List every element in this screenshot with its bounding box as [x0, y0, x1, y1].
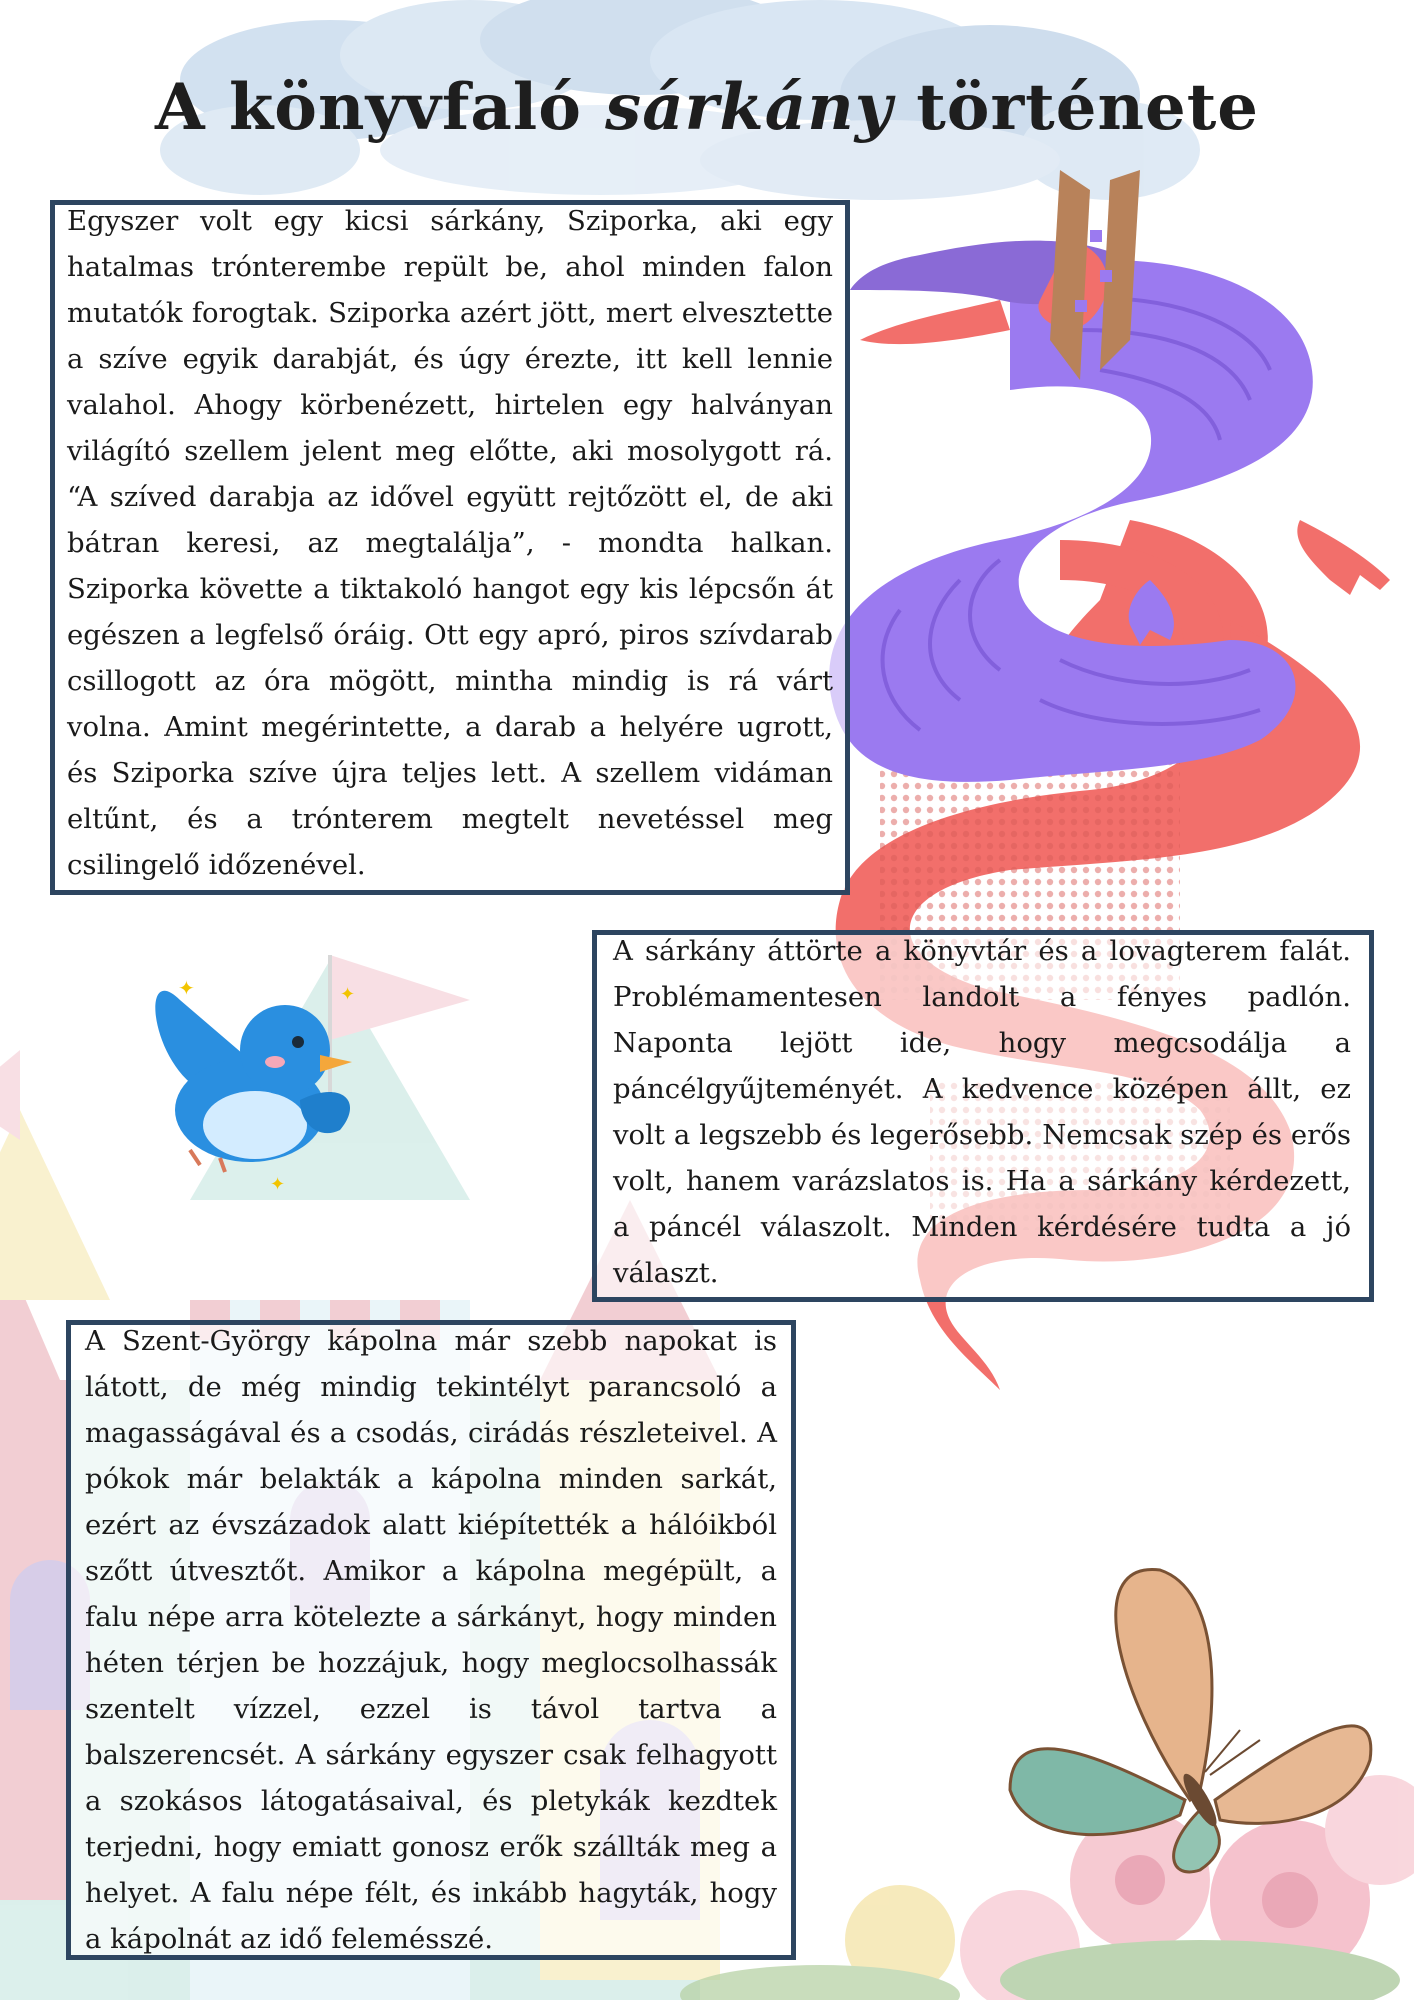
svg-text:✦: ✦ [178, 976, 195, 1000]
title-part-3: története [916, 70, 1259, 145]
story-box-chapel [66, 1320, 796, 1960]
title-part-2-emphasized: sárkány [605, 70, 893, 145]
title-part-1: A könyvfaló [155, 70, 582, 145]
story-paragraph-3: A Szent-György kápolna már szebb napokat is látott, de még mindig tekintélyt parancsoló a magasságával és a csodás, cirádás részleteivel. A pókok már belakták a kápolna minden sarkát, ezért az évszázadok alatt kiépítették a hálóikból szőtt útvesztőt. Amikor a kápolna megépült, a falu népe arra kötelezte a sárkányt, hogy minden héten térjen be hozzájuk, hogy meglocsolhassák szentelt vízzel, ezzel is távol tartva a balszerencsét. A sárkány egyszer csak felhagyott a szokásos látogatásaival, és pletykák kezdtek terjedni, hogy emiatt gonosz erők szállták meg a helyet. A falu népe félt, és inkább hagyták, hogy a kápolnát az idő felemésszé. [85, 1325, 777, 1955]
story-box-armor [592, 930, 1374, 1302]
story-box-sziporka [50, 200, 850, 895]
svg-text:✦: ✦ [270, 1174, 286, 1195]
story-paragraph-1: Egyszer volt egy kicsi sárkány, Sziporka, aki egy hatalmas trónterembe repült be, ahol minden falon mutatók forogtak. Sziporka azért jött, mert elvesztette a szíve egyik darabját, és úgy érezte, itt kell lennie valahol. Ahogy körbenézett, hirtelen egy halványan világító szellem jelent meg előtte, aki mosolygott rá. “A szíved darabja az idővel együtt rejtőzött el, de aki bátran keresi, az megtalálja”, - mondta halkan. Sziporka követte a tiktakoló hangot egy kis lépcsőn át egészen a legfelső óráig. Ott egy apró, piros szívdarab csillogott az óra mögött, mintha mindig is rá várt volna. Amint megérintette, a darab a helyére ugrott, és Sziporka szíve újra teljes lett. A szellem vidáman eltűnt, és a trónterem megtelt nevetéssel meg csilingelő időzenével. [67, 205, 833, 881]
page-title [0, 70, 1414, 145]
svg-text:✦: ✦ [340, 984, 356, 1005]
story-paragraph-2: A sárkány áttörte a könyvtár és a lovagterem falát. Problémamentesen landolt a fényes padlón. Naponta lejött ide, hogy megcsodálja a páncélgyűjteményét. A kedvence középen állt, ez volt a legszebb és legerősebb. Nemcsak szép és erős volt, hanem varázslatos is. Ha a sárkány kérdezett, a páncél válaszolt. Minden kérdésére tudta a jó választ. [613, 935, 1351, 1289]
